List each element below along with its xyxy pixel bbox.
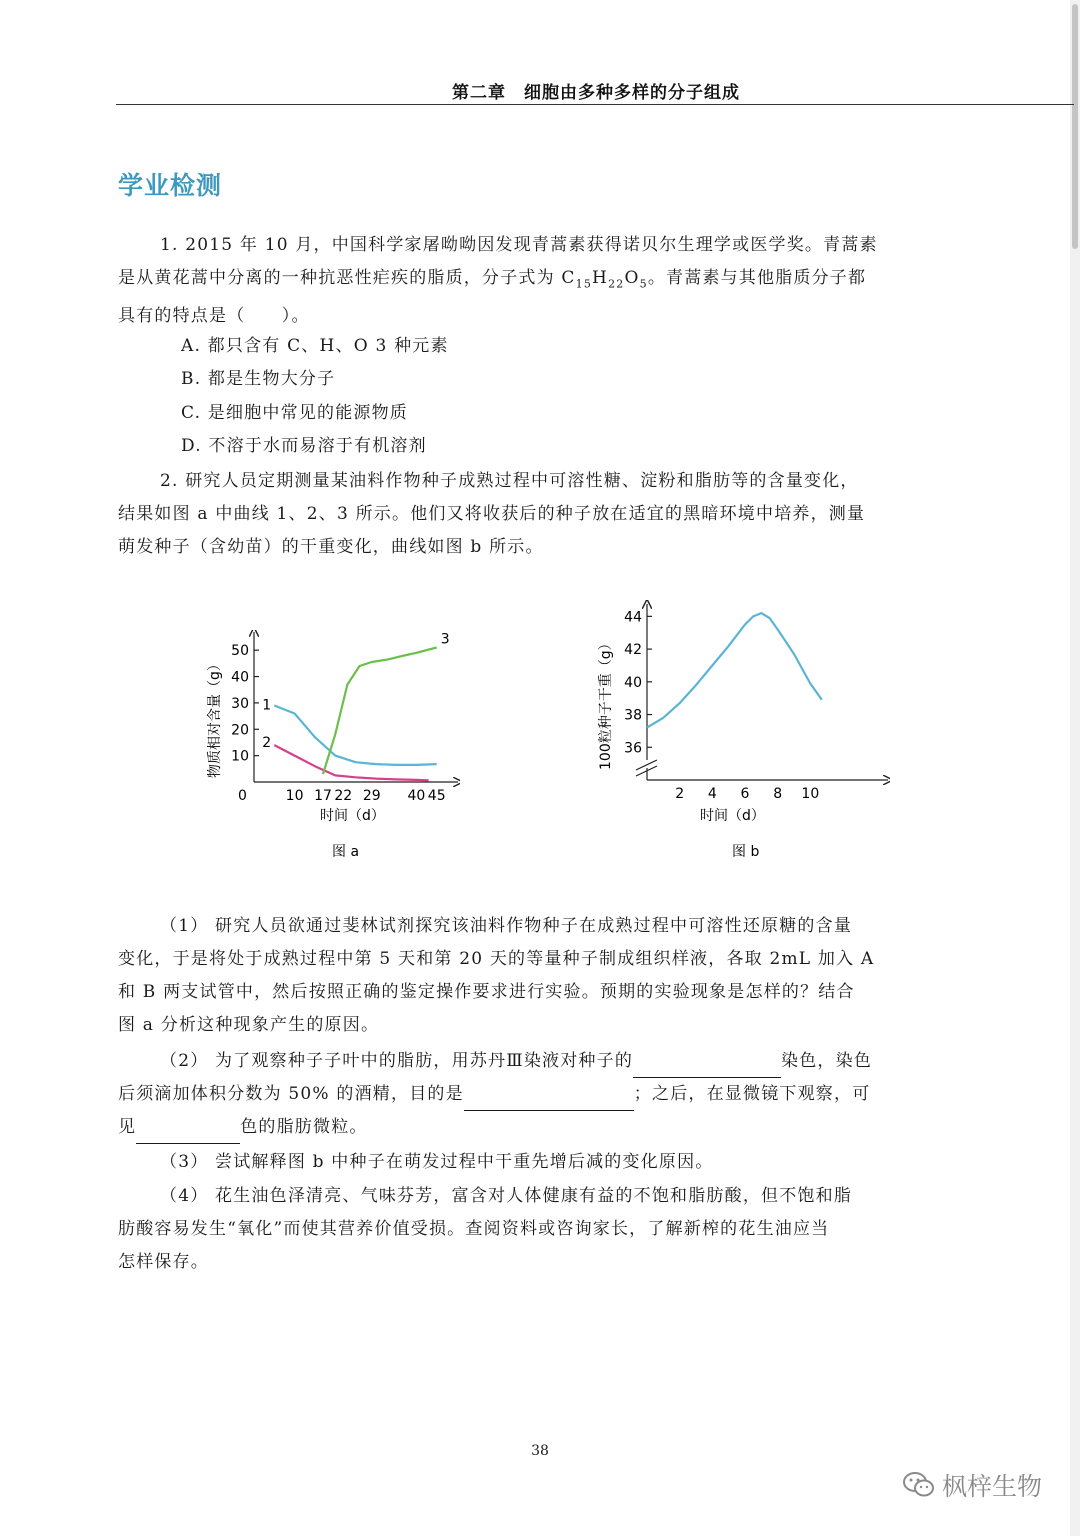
y-tick-label: 44 — [624, 609, 642, 626]
question2-stem — [118, 465, 978, 564]
series-line-1 — [647, 613, 822, 728]
question2-line1: 2. 研究人员定期测量某油料作物种子成熟过程中可溶性糖、淀粉和脂肪等的含量变化， — [160, 471, 859, 491]
x-tick-label: 10 — [801, 786, 820, 802]
sub1-line1: （1） 研究人员欲通过斐林试剂探究该油料作物种子在成熟过程中可溶性还原糖的含量 — [160, 916, 853, 936]
sub4-line3: 怎样保存。 — [118, 1252, 209, 1272]
sub1-line3: 和 B 两支试管中，然后按照正确的鉴定操作要求进行实验。预期的实验现象是怎样的？结合 — [118, 982, 855, 1002]
sub4-line1: （4） 花生油色泽清亮、气味芬芳，富含对人体健康有益的不饱和脂肪酸，但不饱和脂 — [160, 1186, 853, 1206]
header-divider — [116, 104, 1074, 105]
sub1-line4: 图 a 分析这种现象产生的原因。 — [118, 1015, 380, 1035]
x-tick-label: 4 — [707, 786, 717, 802]
question2-sub2 — [118, 1045, 978, 1144]
sub1-line2: 变化，于是将处于成熟过程中第 5 天和第 20 天的等量种子制成组织样液，各取 2mL 加入 A — [118, 949, 875, 969]
series-label-1: 1 — [262, 697, 272, 714]
y-axis-label: 100粒种子干重（g） — [598, 636, 614, 770]
x-tick-label: 29 — [362, 788, 381, 804]
sub2-line3 — [118, 1111, 978, 1144]
sub2-line2 — [118, 1078, 978, 1111]
x-tick-label: 8 — [773, 786, 783, 802]
question2-sub3: （3） 尝试解释图 b 中种子在萌发过程中干重先增后减的变化原因。 — [160, 1152, 714, 1172]
sub2-line3-part-b: 色的脂肪微粒。 — [240, 1117, 368, 1137]
answer-blank-3[interactable] — [136, 1123, 240, 1144]
sub2-line2-part-b: ；之后，在显微镜下观察，可 — [633, 1084, 871, 1104]
x-axis-label: 时间（d） — [700, 808, 765, 824]
question2-line3: 萌发种子（含幼苗）的干重变化，曲线如图 b 所示。 — [118, 537, 544, 557]
sub4-line2: 肪酸容易发生“氧化”而使其营养价值受损。查阅资料或咨询家长，了解新榨的花生油应当 — [118, 1219, 830, 1239]
y-tick-label: 38 — [624, 707, 642, 724]
series-line-2 — [274, 745, 428, 780]
series-line-3 — [323, 648, 437, 775]
option-a: A. 都只含有 C、H、O 3 种元素 — [181, 336, 449, 356]
question2-line2: 结果如图 a 中曲线 1、2、3 所示。他们又将收获后的种子放在适宜的黑暗环境中培养，测量 — [118, 504, 866, 524]
formula-h: H — [592, 268, 609, 288]
y-tick-label: 20 — [231, 722, 249, 739]
x-tick-label: 22 — [334, 788, 353, 804]
x-tick-label: 17 — [314, 788, 332, 804]
y-tick-label: 50 — [231, 643, 249, 660]
sub2-line3-part-a: 见 — [118, 1117, 137, 1137]
watermark-text: 枫梓生物 — [942, 1472, 1043, 1501]
question1-stem — [118, 229, 978, 333]
sub2-line1 — [118, 1045, 978, 1078]
option-b: B. 都是生物大分子 — [181, 369, 336, 389]
question1-line2-suffix: 。青蒿素与其他脂质分子都 — [647, 268, 867, 288]
y-tick-label: 40 — [231, 669, 249, 686]
origin-label: 0 — [238, 788, 247, 804]
formula-o: O — [624, 268, 640, 288]
chapter-title: 第二章 细胞由多种多样的分子组成 — [452, 83, 740, 103]
scrollbar-thumb[interactable] — [1072, 4, 1078, 249]
x-axis-label: 时间（d） — [320, 808, 385, 824]
series-label-3: 3 — [440, 631, 450, 648]
sub2-line1-part-b: 染色，染色 — [781, 1051, 873, 1071]
x-tick-label: 40 — [407, 788, 426, 804]
question1-line2 — [118, 262, 978, 300]
series-line-1 — [274, 706, 436, 765]
option-d: D. 不溶于水而易溶于有机溶剂 — [181, 436, 427, 456]
page-number: 38 — [531, 1443, 549, 1459]
figure-b-caption: 图 b — [732, 844, 760, 860]
x-tick-label: 45 — [427, 788, 446, 804]
y-tick-label: 36 — [624, 740, 642, 757]
formula-sub-h: 22 — [608, 277, 625, 291]
figure-a-caption: 图 a — [332, 844, 360, 860]
scrollbar[interactable] — [1070, 0, 1080, 1536]
option-c: C. 是细胞中常见的能源物质 — [181, 403, 409, 423]
watermark — [902, 1467, 1042, 1503]
y-tick-label: 40 — [624, 674, 642, 691]
answer-blank-2[interactable] — [464, 1090, 634, 1111]
section-title: 学业检测 — [118, 171, 223, 200]
y-tick-label: 10 — [231, 748, 249, 765]
x-tick-label: 10 — [285, 788, 304, 804]
question1-line3: 具有的特点是（ ）。 — [118, 306, 310, 327]
series-label-2: 2 — [262, 735, 272, 752]
x-tick-label: 6 — [740, 786, 750, 802]
x-tick-label: 2 — [675, 786, 685, 802]
answer-blank-1[interactable] — [633, 1057, 781, 1078]
y-axis-label: 物质相对含量（g） — [207, 657, 223, 778]
y-tick-label: 30 — [231, 695, 249, 712]
y-tick-label: 42 — [624, 642, 642, 659]
question2-sub1 — [118, 910, 978, 1042]
figure-b-chart — [590, 600, 890, 870]
figure-a-chart — [200, 630, 460, 870]
sub2-line1-part-a: （2） 为了观察种子子叶中的脂肪，用苏丹Ⅲ染液对种子的 — [160, 1051, 634, 1071]
formula-sub-c: 15 — [575, 277, 593, 291]
formula-sub-o: 5 — [639, 277, 648, 291]
question1-line1: 1. 2015 年 10 月，中国科学家屠呦呦因发现青蒿素获得诺贝尔生理学或医学奖。青蒿素 — [160, 235, 878, 255]
question2-sub4 — [118, 1180, 978, 1279]
wechat-icon — [902, 1470, 936, 1500]
sub2-line2-part-a: 后须滴加体积分数为 50% 的酒精，目的是 — [118, 1084, 464, 1104]
question1-line2-prefix: 是从黄花蒿中分离的一种抗恶性疟疾的脂质，分子式为 C — [118, 268, 576, 288]
